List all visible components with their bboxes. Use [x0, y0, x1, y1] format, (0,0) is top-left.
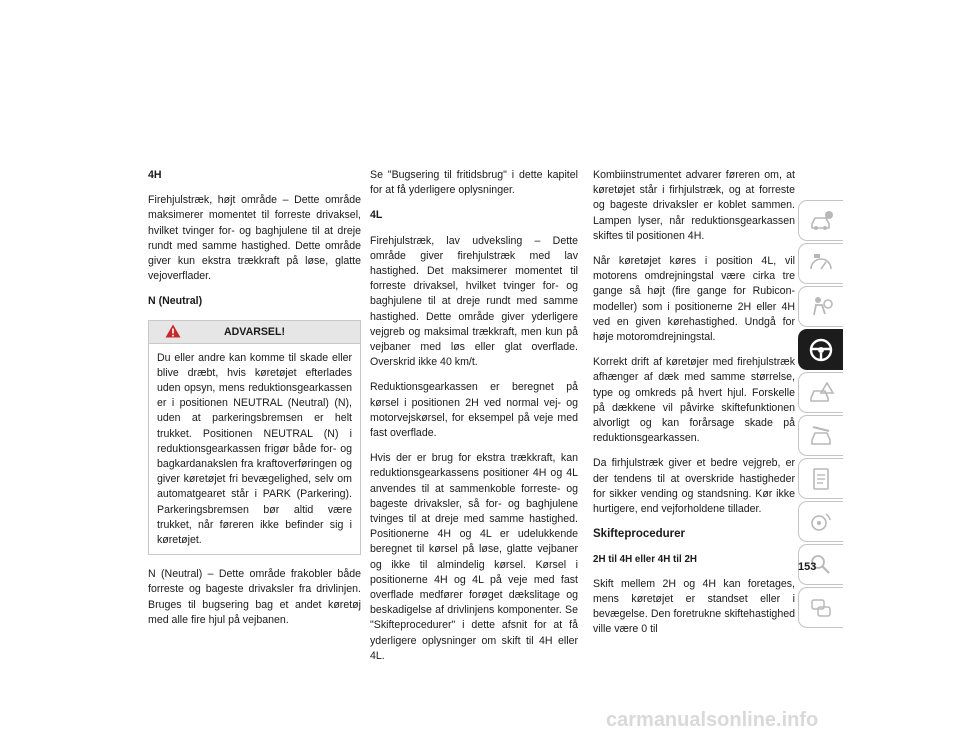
warning-box [148, 320, 361, 556]
heading-4l: 4L [370, 209, 383, 222]
paragraph-tires: Korrekt drift af køretøjer med firehjulstræk afhænger af dæk med samme størrelse, type og omkreds på hvert hjul. Forskelle på dækkene vil påvirke skiftefunktionen alvorligt og kan forårsage skade på reduktionsgearkassen. [593, 356, 795, 445]
paragraph-4h: Firehjulstræk, højt område – Dette område maksimerer momentet til forreste drivaksel, hvilket tvinger for- og baghjulene til at dreje rundt med samme hastighed. Dette område giver kun ekstra trækkraft på løse, glatte vejoverflader. [148, 194, 361, 283]
paragraph-2h: Reduktionsgearkassen er beregnet på kørsel i positionen 2H ved normal vej- og motorvejskørsel, for eksempel på veje med fast overflade. [370, 381, 578, 440]
column-middle [370, 168, 578, 674]
car-info-icon [807, 208, 835, 234]
tab-language[interactable] [798, 587, 843, 628]
service-tools-icon [807, 423, 835, 449]
tab-driving[interactable] [798, 329, 843, 370]
language-icon [807, 595, 835, 621]
tab-service[interactable] [798, 415, 843, 456]
emergency-hazard-icon [807, 380, 835, 406]
safety-airbag-icon [807, 294, 835, 320]
specifications-icon [807, 466, 835, 492]
paragraph-extra-traction: Hvis der er brug for ekstra trækkraft, kan reduktionsgearkassens positioner 4H og 4L anvendes til at sammenkoble forreste- og bageste drivaksler, så for- og baghjulene tvinges til at dreje med samme hastighed. Positionerne 4H og 4L er udelukkende beregnet til kørsel på løse, glatte vejbaner og ikke til almindelig kørsel. Kørsel i positionerne 4H og 4L på veje med fast overflade medfører forøget dækslitage og beskadigelse af drivlinjens komponenter. Se "Skifteprocedurer" i dette afsnit for at få yderligere oplysninger om skift til 4H eller 4L. [370, 452, 578, 662]
paragraph-4l: Firehjulstræk, lav udveksling – Dette område giver firehjulstræk med lav hastighed. Det maksimerer momentet til forreste drivaksel, hvilket tvinger for- og baghjulene til at dreje rundt med samme hastighed. Dette område giver yderligere vejgreb og maksimal trækkraft, men kun på vejbaner med løs eller glat overflade. Overskrid ikke 40 km/t. [370, 234, 578, 369]
paragraph-intro: Se "Bugsering til fritidsbrug" i dette kapitel for at få yderligere oplysninger. [370, 169, 578, 197]
heading-4h: 4H [148, 169, 162, 181]
warning-text: Du eller andre kan komme til skade eller blive dræbt, hvis køretøjet efterlades uden opsyn, mens reduktionsgearkassen er i positionen NEUTRAL (Neutral) (N), uden at parkeringsbremsen er helt trukket. Positionen NEUTRAL (N) i reduktionsgearkassen frigør både for- og bagkardanakslen fra kraftoverføringen og giver køretøjet fri bevægelighed, selv om automatgearet står i PARK (Parkering). Parkeringsbremsen bør altid være trukket, når føreren ikke befinder sig i køretøjet. [157, 351, 352, 547]
tab-dashboard[interactable] [798, 243, 843, 284]
footer-watermark: carmanualsonline.info [606, 709, 819, 731]
tab-multimedia[interactable] [798, 501, 843, 542]
paragraph-neutral: N (Neutral) – Dette område frakobler både forreste og bageste drivaksler fra drivlinjen. Bruges til bugsering bag et andet køretøj med alle fire hjul på vejbanen. [148, 568, 361, 626]
warning-body [149, 344, 360, 555]
warning-title: ADVARSEL! [223, 325, 285, 338]
tab-emergency[interactable] [798, 372, 843, 413]
tab-specifications[interactable] [798, 458, 843, 499]
tab-safety[interactable] [798, 286, 843, 327]
page-number: 153 [798, 561, 817, 573]
column-left [148, 168, 361, 638]
subheading-2h-4h: 2H til 4H eller 4H til 2H [593, 554, 697, 566]
multimedia-icon [807, 509, 835, 535]
warning-header [149, 321, 360, 344]
heading-neutral: N (Neutral) [148, 295, 203, 308]
column-right [593, 168, 795, 647]
heading-shift-procedures: Skifteprocedurer [593, 528, 686, 541]
steering-wheel-icon [807, 337, 835, 363]
paragraph-cluster: Kombiinstrumentet advarer føreren om, at køretøjet står i firhjulstræk, og at forreste og bageste drivaksler er koblet sammen. Lampen lyser, når reduktionsgearkassen skiftes til positionen 4H. [593, 169, 795, 242]
paragraph-grip: Da firhjulstræk giver et bedre vejgreb, er der tendens til at overskride hastigheder for sikker vending og standsning. Kør ikke hurtigere, end vejforholdene tillader. [593, 457, 795, 516]
paragraph-4l-speed: Når køretøjet køres i position 4L, vil motorens omdrejningstal være cirka tre gange så højt (fire gange for Rubicon-modeller) som i positionerne 2H eller 4H ved en given kørehastighed. Undgå for høje motoromdrejningstal. [593, 255, 795, 344]
tab-car-info[interactable] [798, 200, 843, 241]
paragraph-shift: Skift mellem 2H og 4H kan foretages, mens køretøjet er standset eller i bevægelse. Den foretrukne skiftehastighed ville være 0 til [593, 577, 795, 636]
dashboard-lights-icon [807, 251, 835, 277]
